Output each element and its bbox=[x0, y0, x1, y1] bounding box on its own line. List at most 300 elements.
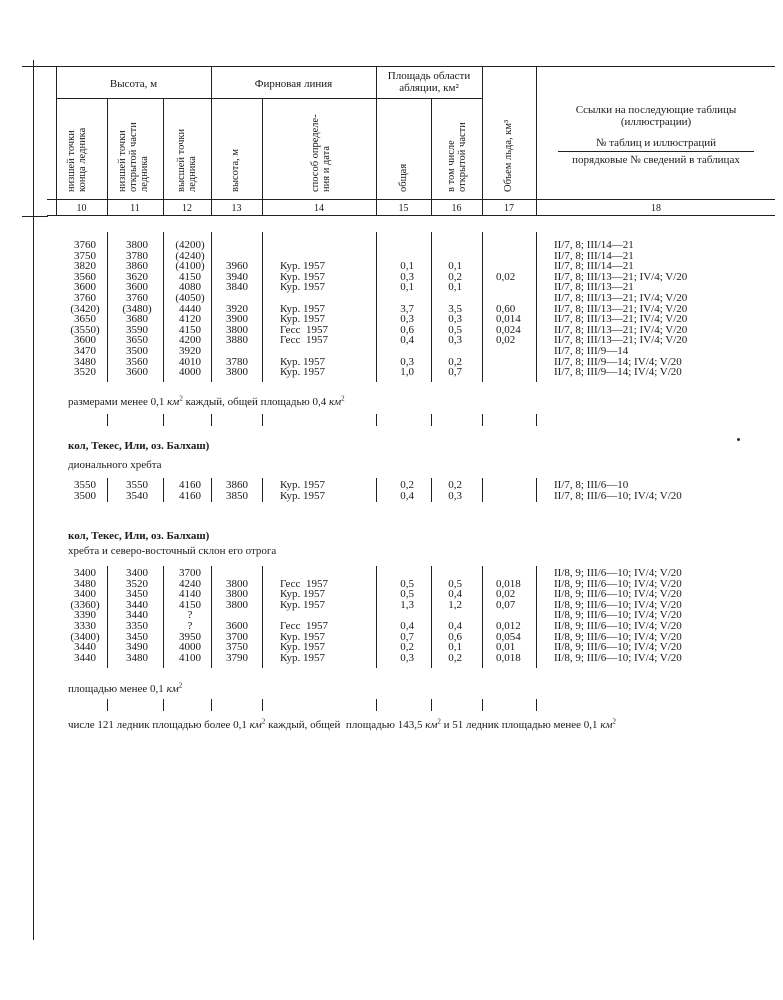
colnum-13: 13 bbox=[231, 203, 242, 214]
table-cell: 3540 bbox=[126, 489, 148, 502]
table-cell bbox=[434, 568, 462, 579]
tick bbox=[536, 699, 537, 711]
table-cell: 0,2 bbox=[448, 479, 462, 491]
colnum-11: 11 bbox=[130, 203, 140, 214]
margin-dot bbox=[737, 438, 740, 441]
table-cell: 0,7 bbox=[400, 630, 414, 643]
table-cell: 4240 bbox=[179, 577, 201, 590]
table-cell: 3600 bbox=[74, 281, 96, 294]
tick bbox=[376, 699, 377, 711]
table-cell: 3780 bbox=[126, 249, 148, 262]
table-cell: 3700 bbox=[179, 567, 201, 579]
table-cell: II/7, 8; III/6—10 bbox=[554, 479, 629, 491]
b1-line bbox=[262, 232, 263, 382]
table-cell: 3840 bbox=[226, 281, 248, 294]
table-cell: Кур. 1957 bbox=[280, 260, 326, 273]
table-cell: II/8, 9; III/6—10; IV/4; V/20 bbox=[554, 651, 682, 664]
table-cell: II/8, 9; III/6—10; IV/4; V/20 bbox=[554, 567, 682, 579]
table-cell: 3650 bbox=[74, 313, 96, 326]
b2-col11 bbox=[118, 480, 156, 501]
margin-mark-top bbox=[22, 66, 48, 67]
table-cell: 3520 bbox=[126, 577, 148, 590]
table-cell: 0,014 bbox=[496, 313, 521, 326]
b3-line bbox=[163, 566, 164, 668]
table-cell bbox=[280, 568, 360, 579]
colnum-14: 14 bbox=[314, 203, 324, 214]
b2-line bbox=[536, 478, 537, 502]
table-cell: 3440 bbox=[74, 641, 96, 654]
table-cell: Кур. 1957 bbox=[280, 641, 326, 654]
table-cell: 3750 bbox=[226, 641, 248, 654]
height-group-header: Высота, м bbox=[109, 78, 158, 90]
b2-subtitle: дионального хребта bbox=[68, 459, 162, 471]
b3-line bbox=[482, 566, 483, 668]
table-cell: Кур. 1957 bbox=[280, 630, 326, 643]
b1-col16 bbox=[434, 240, 462, 378]
col17-header: Объем льда, км³ bbox=[503, 119, 514, 192]
table-cell: 1,2 bbox=[448, 598, 462, 611]
col13-header: высота, м bbox=[230, 148, 241, 192]
table-cell bbox=[220, 568, 254, 579]
table-cell: 4000 bbox=[179, 641, 201, 654]
table-cell: (3550) bbox=[70, 323, 100, 336]
b2-col15 bbox=[380, 480, 414, 501]
table-cell: II/7, 8; III/13—21; IV/4; V/20 bbox=[554, 291, 688, 304]
b1-line bbox=[431, 232, 432, 382]
b2-line bbox=[163, 478, 164, 502]
b2-line bbox=[211, 478, 212, 502]
b3-col12 bbox=[170, 568, 210, 663]
table-cell: (4100) bbox=[175, 260, 205, 273]
colnum-18: 18 bbox=[651, 203, 661, 214]
table-cell bbox=[220, 240, 254, 251]
table-cell: 3680 bbox=[126, 313, 148, 326]
colnum-15: 15 bbox=[398, 203, 409, 214]
b3-col11 bbox=[118, 568, 156, 663]
colnum-10: 10 bbox=[76, 203, 87, 214]
table-cell: 3400 bbox=[74, 588, 96, 601]
table-cell: (3360) bbox=[70, 598, 100, 611]
table-top-rule bbox=[47, 66, 775, 67]
table-cell bbox=[496, 346, 534, 357]
table-cell: 3800 bbox=[226, 366, 248, 379]
table-cell: 3550 bbox=[74, 479, 96, 491]
tick bbox=[431, 699, 432, 711]
table-cell bbox=[280, 293, 360, 304]
table-cell: 3400 bbox=[126, 567, 148, 579]
table-cell: 3440 bbox=[126, 598, 148, 611]
col10-header: низшей точки конца ледника bbox=[66, 127, 88, 192]
col-line-17 bbox=[482, 66, 483, 216]
table-cell: II/8, 9; III/6—10; IV/4; V/20 bbox=[554, 598, 682, 611]
b1-col17 bbox=[496, 240, 534, 378]
refs-sub-rule bbox=[558, 151, 754, 152]
table-cell: 0,3 bbox=[448, 313, 462, 326]
table-cell bbox=[380, 346, 414, 357]
b2-line bbox=[107, 478, 108, 502]
table-cell: 3800 bbox=[226, 598, 248, 611]
table-cell: 3470 bbox=[74, 344, 96, 357]
b3-col15 bbox=[380, 568, 414, 663]
table-cell: 3550 bbox=[126, 479, 148, 491]
footer-note: числе 121 ледник площадью более 0,1 $км^2$ каждый, общей площадью 143,5 $км^2$ и 51 ледник площадью менее 0,1 $км^2$ bbox=[68, 717, 616, 731]
table-cell: Гесс 1957 bbox=[280, 619, 328, 632]
table-cell: II/7, 8; III/13—21; IV/4; V/20 bbox=[554, 334, 688, 347]
tick bbox=[482, 699, 483, 711]
table-cell: 0,4 bbox=[400, 619, 414, 632]
table-cell: 0,4 bbox=[448, 619, 462, 632]
table-cell: 3480 bbox=[126, 651, 148, 664]
table-cell: 3960 bbox=[226, 260, 248, 273]
table-cell: 0,3 bbox=[400, 313, 414, 326]
table-cell: 3400 bbox=[74, 567, 96, 579]
colnum-16: 16 bbox=[451, 203, 462, 214]
b3-title: кол, Текес, Или, оз. Балхаш) bbox=[68, 530, 210, 542]
table-cell: II/8, 9; III/6—10; IV/4; V/20 bbox=[554, 630, 682, 643]
table-cell: 0,01 bbox=[496, 641, 516, 654]
table-cell: 0,02 bbox=[496, 270, 516, 283]
table-cell: 0,7 bbox=[448, 366, 462, 379]
table-cell bbox=[496, 367, 534, 378]
table-cell: 3880 bbox=[226, 334, 248, 347]
table-cell: 4440 bbox=[179, 302, 201, 315]
b1-line bbox=[536, 232, 537, 382]
table-cell: 4010 bbox=[179, 355, 201, 368]
col14-header: способ определе- ния и дата bbox=[310, 114, 332, 192]
table-cell: II/7, 8; III/9—14; IV/4; V/20 bbox=[554, 366, 682, 379]
table-cell bbox=[380, 240, 414, 251]
table-cell: 0,1 bbox=[448, 260, 462, 273]
table-cell: 3920 bbox=[226, 302, 248, 315]
b2-col18 bbox=[554, 480, 774, 501]
table-cell: 3750 bbox=[74, 249, 96, 262]
table-cell: 3520 bbox=[74, 366, 96, 379]
table-cell: 0,2 bbox=[448, 355, 462, 368]
margin-mark-mid bbox=[22, 216, 48, 217]
table-cell: Кур. 1957 bbox=[280, 281, 326, 294]
tick bbox=[376, 414, 377, 426]
table-cell: 3440 bbox=[74, 651, 96, 664]
table-cell: II/8, 9; III/6—10; IV/4; V/20 bbox=[554, 577, 682, 590]
table-cell: 3940 bbox=[226, 270, 248, 283]
tick bbox=[262, 699, 263, 711]
b3-col10 bbox=[68, 568, 102, 663]
table-cell: 0,60 bbox=[496, 302, 516, 315]
table-cell: 3490 bbox=[126, 641, 148, 654]
table-cell: Кур. 1957 bbox=[280, 313, 326, 326]
table-cell: 4140 bbox=[179, 588, 201, 601]
table-cell: 0,5 bbox=[448, 577, 462, 590]
b1-line bbox=[107, 232, 108, 382]
table-cell: Кур. 1957 bbox=[280, 479, 326, 491]
table-cell: 3850 bbox=[226, 489, 248, 502]
colnum-12: 12 bbox=[182, 203, 192, 214]
table-cell: 3,5 bbox=[448, 302, 462, 315]
table-cell: 3560 bbox=[126, 355, 148, 368]
table-cell: 0,018 bbox=[496, 577, 521, 590]
table-cell: 3800 bbox=[226, 323, 248, 336]
b3-col14 bbox=[280, 568, 360, 663]
table-header-bottom-rule bbox=[47, 199, 775, 200]
table-cell: 0,3 bbox=[400, 270, 414, 283]
table-cell bbox=[496, 568, 534, 579]
table-cell: 0,5 bbox=[400, 588, 414, 601]
table-cell: Кур. 1957 bbox=[280, 651, 326, 664]
table-cell: (3480) bbox=[122, 302, 152, 315]
table-cell: 0,2 bbox=[448, 270, 462, 283]
table-cell: 3780 bbox=[226, 355, 248, 368]
b2-col10 bbox=[68, 480, 102, 501]
table-cell bbox=[220, 346, 254, 357]
table-cell: 0,2 bbox=[400, 641, 414, 654]
tick bbox=[107, 699, 108, 711]
b1-col13 bbox=[220, 240, 254, 378]
table-cell: Кур. 1957 bbox=[280, 598, 326, 611]
table-cell: 0,5 bbox=[400, 577, 414, 590]
table-cell: 4160 bbox=[179, 479, 201, 491]
b1-note: размерами менее 0,1 $км^2$ каждый, общей площадью 0,4 $км^2$ bbox=[68, 394, 345, 408]
table-cell: II/7, 8; III/14—21 bbox=[554, 239, 634, 251]
table-cell: II/7, 8; III/9—14; IV/4; V/20 bbox=[554, 355, 682, 368]
table-cell: 0,2 bbox=[400, 479, 414, 491]
table-cell: 0,012 bbox=[496, 619, 521, 632]
b2-title: кол, Текес, Или, оз. Балхаш) bbox=[68, 440, 210, 452]
b3-col16 bbox=[434, 568, 462, 663]
table-cell: (4240) bbox=[175, 249, 205, 262]
table-cell: (4200) bbox=[175, 239, 205, 251]
table-cell: 0,4 bbox=[400, 489, 414, 502]
table-cell: 0,3 bbox=[400, 355, 414, 368]
table-cell: 3600 bbox=[226, 619, 248, 632]
table-cell: 3860 bbox=[126, 260, 148, 273]
table-cell: 1,0 bbox=[400, 366, 414, 379]
tick bbox=[163, 699, 164, 711]
table-cell: 0,054 bbox=[496, 630, 521, 643]
table-cell: 3760 bbox=[74, 239, 96, 251]
table-cell: 0,02 bbox=[496, 588, 516, 601]
b2-col14 bbox=[280, 480, 360, 501]
col16-header: в том числе открытой части bbox=[446, 122, 468, 192]
b3-line bbox=[431, 566, 432, 668]
table-cell bbox=[434, 240, 462, 251]
table-cell: Гесс 1957 bbox=[280, 334, 328, 347]
b3-line bbox=[536, 566, 537, 668]
col-line-12 bbox=[163, 98, 164, 216]
table-cell bbox=[496, 293, 534, 304]
refs-subheader-tables: № таблиц и иллюстраций bbox=[596, 137, 716, 149]
table-cell: 0,4 bbox=[400, 334, 414, 347]
table-cell bbox=[280, 240, 360, 251]
table-cell: 3500 bbox=[74, 489, 96, 502]
table-cell: II/8, 9; III/6—10; IV/4; V/20 bbox=[554, 641, 682, 654]
b1-col10 bbox=[68, 240, 102, 378]
table-cell: 4200 bbox=[179, 334, 201, 347]
table-cell: Гесс 1957 bbox=[280, 323, 328, 336]
b3-line bbox=[376, 566, 377, 668]
table-cell: 0,1 bbox=[400, 260, 414, 273]
table-cell: 3600 bbox=[126, 366, 148, 379]
table-cell: 0,6 bbox=[400, 323, 414, 336]
table-cell: 0,6 bbox=[448, 630, 462, 643]
tick bbox=[536, 414, 537, 426]
table-cell: 3390 bbox=[74, 609, 96, 622]
table-cell: 0,1 bbox=[400, 281, 414, 294]
table-cell: 3600 bbox=[74, 334, 96, 347]
b1-col14 bbox=[280, 240, 360, 378]
table-cell: Кур. 1957 bbox=[280, 270, 326, 283]
table-cell: 1,3 bbox=[400, 598, 414, 611]
page-left-rule bbox=[33, 60, 34, 940]
table-cell: 3800 bbox=[226, 577, 248, 590]
table-cell: 0,5 bbox=[448, 323, 462, 336]
table-cell bbox=[496, 240, 534, 251]
table-cell: II/7, 8; III/13—21; IV/4; V/20 bbox=[554, 313, 688, 326]
col11-header: низшей точки открытой части ледника bbox=[117, 122, 150, 192]
table-cell: 0,1 bbox=[448, 641, 462, 654]
table-cell: 3820 bbox=[74, 260, 96, 273]
b3-line bbox=[211, 566, 212, 668]
b2-line bbox=[376, 478, 377, 502]
table-cell: 0,4 bbox=[448, 588, 462, 601]
table-cell: 3700 bbox=[226, 630, 248, 643]
b3-col13 bbox=[220, 568, 254, 663]
b3-note: площадью менее 0,1 $км^2$ bbox=[68, 681, 183, 695]
table-cell: (3400) bbox=[70, 630, 100, 643]
tick bbox=[431, 414, 432, 426]
table-cell: II/7, 8; III/14—21 bbox=[554, 260, 634, 273]
table-cell: Кур. 1957 bbox=[280, 302, 326, 315]
table-cell: 3440 bbox=[126, 609, 148, 622]
table-cell: 3560 bbox=[74, 270, 96, 283]
area-group-rule bbox=[376, 98, 482, 99]
col-line-11 bbox=[107, 98, 108, 216]
table-cell: 4100 bbox=[179, 651, 201, 664]
table-cell: 4160 bbox=[179, 489, 201, 502]
col12-header: высшей точки ледника bbox=[176, 128, 198, 192]
b3-col17 bbox=[496, 568, 534, 663]
table-colnum-bottom-rule bbox=[47, 215, 775, 216]
table-cell: 4150 bbox=[179, 598, 201, 611]
table-cell: 3900 bbox=[226, 313, 248, 326]
table-cell: II/7, 8; III/13—21; IV/4; V/20 bbox=[554, 302, 688, 315]
table-cell: 3650 bbox=[126, 334, 148, 347]
table-cell bbox=[496, 282, 534, 293]
tick bbox=[163, 414, 164, 426]
table-cell: II/8, 9; III/6—10; IV/4; V/20 bbox=[554, 609, 682, 622]
table-cell: II/8, 9; III/6—10; IV/4; V/20 bbox=[554, 588, 682, 601]
b3-subtitle: хребта и северо-восточный склон его отрога bbox=[68, 545, 277, 557]
table-cell bbox=[380, 293, 414, 304]
b1-col15 bbox=[380, 240, 414, 378]
table-cell: 3790 bbox=[226, 651, 248, 664]
tick bbox=[482, 414, 483, 426]
table-cell: 3800 bbox=[126, 239, 148, 251]
table-cell: 3500 bbox=[126, 344, 148, 357]
b1-col18 bbox=[554, 240, 774, 378]
table-cell: 0,024 bbox=[496, 323, 521, 336]
table-cell: 4150 bbox=[179, 270, 201, 283]
col-line-16 bbox=[431, 98, 432, 216]
table-cell: Кур. 1957 bbox=[280, 366, 326, 379]
table-cell: II/7, 8; III/13—21 bbox=[554, 281, 634, 294]
table-cell: II/7, 8; III/13—21; IV/4; V/20 bbox=[554, 270, 688, 283]
table-cell: 0,2 bbox=[448, 651, 462, 664]
table-cell bbox=[434, 293, 462, 304]
col15-header: общая bbox=[398, 163, 409, 192]
b1-col12 bbox=[170, 240, 210, 378]
table-cell: Кур. 1957 bbox=[280, 355, 326, 368]
table-cell: 0,02 bbox=[496, 334, 516, 347]
table-cell: 3800 bbox=[226, 588, 248, 601]
firn-group-rule bbox=[211, 98, 376, 99]
table-cell: II/7, 8; III/6—10; IV/4; V/20 bbox=[554, 489, 682, 502]
table-cell bbox=[220, 293, 254, 304]
table-cell: Гесс 1957 bbox=[280, 577, 328, 590]
b1-line bbox=[163, 232, 164, 382]
table-cell bbox=[496, 251, 534, 262]
table-cell: 3760 bbox=[126, 291, 148, 304]
tick bbox=[262, 414, 263, 426]
table-cell bbox=[280, 346, 360, 357]
table-cell: 3330 bbox=[74, 619, 96, 632]
b2-line bbox=[482, 478, 483, 502]
b3-col18 bbox=[554, 568, 774, 663]
table-cell: 0,3 bbox=[448, 489, 462, 502]
b3-line bbox=[262, 566, 263, 668]
tick bbox=[211, 699, 212, 711]
b2-col16 bbox=[434, 480, 462, 501]
table-cell: 3450 bbox=[126, 588, 148, 601]
b1-line bbox=[482, 232, 483, 382]
b1-line bbox=[211, 232, 212, 382]
b2-line bbox=[431, 478, 432, 502]
table-cell: 3590 bbox=[126, 323, 148, 336]
table-cell: 0,07 bbox=[496, 598, 516, 611]
b2-line bbox=[262, 478, 263, 502]
table-cell: II/7, 8; III/13—21; IV/4; V/20 bbox=[554, 323, 688, 336]
b2-col13 bbox=[220, 480, 254, 501]
tick bbox=[107, 414, 108, 426]
table-cell: 4150 bbox=[179, 323, 201, 336]
table-cell: 3760 bbox=[74, 291, 96, 304]
table-cell: ? bbox=[187, 609, 193, 622]
table-cell: II/8, 9; III/6—10; IV/4; V/20 bbox=[554, 619, 682, 632]
b3-line bbox=[107, 566, 108, 668]
table-cell bbox=[496, 357, 534, 368]
table-cell: Кур. 1957 bbox=[280, 489, 326, 502]
colnum-17: 17 bbox=[504, 203, 514, 214]
b1-line bbox=[376, 232, 377, 382]
refs-header: Ссылки на последующие таблицы (иллюстрации) bbox=[575, 104, 737, 128]
b2-col12 bbox=[170, 480, 210, 501]
table-cell: 3450 bbox=[126, 630, 148, 643]
table-cell: 0,3 bbox=[448, 334, 462, 347]
table-cell: 4120 bbox=[179, 313, 201, 326]
table-cell bbox=[380, 568, 414, 579]
table-cell: 0,018 bbox=[496, 651, 521, 664]
table-cell: 4000 bbox=[179, 366, 201, 379]
table-cell: 0,3 bbox=[400, 651, 414, 664]
table-cell: 3480 bbox=[74, 355, 96, 368]
table-cell: (3420) bbox=[70, 302, 100, 315]
area-group-header: Площадь области абляции, км² bbox=[387, 70, 471, 94]
table-cell: 3600 bbox=[126, 281, 148, 294]
table-cell: ? bbox=[187, 619, 193, 632]
firn-group-header: Фирновая линия bbox=[254, 78, 333, 90]
table-cell: (4050) bbox=[175, 291, 205, 304]
height-group-rule bbox=[56, 98, 211, 99]
table-cell: II/7, 8; III/9—14 bbox=[554, 344, 629, 357]
